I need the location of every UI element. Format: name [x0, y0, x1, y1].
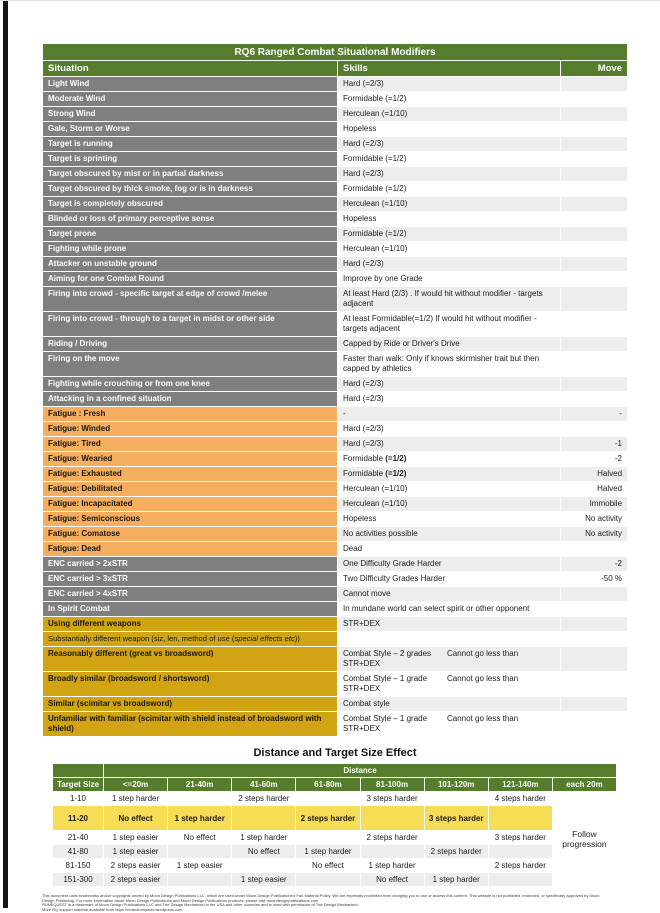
situation-cell: Aiming for one Combat Round — [43, 272, 337, 286]
situation-cell: Moderate Wind — [43, 92, 337, 106]
skills-cell: Herculean (=1/10) — [338, 482, 560, 496]
move-cell: -2 — [561, 452, 627, 466]
skills-text-bold: (=1/2) — [385, 469, 407, 478]
situation-cell: Unfamiliar with familiar (scimitar with shield instead of broadsword with shield) — [43, 712, 337, 736]
skills-cell: Improve by one Grade — [338, 272, 560, 286]
skills-cell: Hard (=2/3) — [338, 392, 560, 406]
distance-effect-cell: 1 step harder — [104, 792, 167, 805]
move-cell — [561, 227, 627, 241]
table-row — [43, 392, 627, 406]
move-cell — [561, 92, 627, 106]
situation-cell: Riding / Driving — [43, 337, 337, 351]
table-row — [43, 602, 627, 616]
situation-text-italic: special effects etc — [234, 634, 295, 643]
distance-row — [53, 859, 616, 872]
target-size-cell: 21-40 — [53, 831, 103, 844]
move-cell: -2 — [561, 557, 627, 571]
table-title: RQ6 Ranged Combat Situational Modifiers — [43, 44, 627, 60]
table-row — [43, 632, 627, 646]
skills-cell: No activities possible — [338, 527, 560, 541]
table-row — [43, 352, 627, 376]
legal-footer-line: RUNEQUEST is a trademark of Moon Design Publications LLC and The Design Mechanism in the USA and other countries and is used with permission of The Design Mechanism. — [42, 903, 359, 908]
distance-effect-cell — [296, 831, 359, 844]
skills-cell: In mundane world can select spirit or other opponent — [338, 602, 560, 616]
table-row — [43, 287, 627, 311]
move-cell — [561, 312, 627, 336]
skills-cell: - — [338, 407, 560, 421]
skills-cell: Herculean (=1/10) — [338, 497, 560, 511]
distance-column-header-row — [53, 778, 616, 791]
distance-effect-cell: 2 steps harder — [361, 831, 424, 844]
situation-cell: Light Wind — [43, 77, 337, 91]
skills-text-bold: (=1/2) — [385, 454, 407, 463]
move-cell: No activity — [561, 527, 627, 541]
table-row — [43, 77, 627, 91]
distance-effect-cell: 2 steps harder — [296, 806, 359, 830]
skills-cell: Herculean (=1/10) — [338, 242, 560, 256]
skills-cell: Combat style — [338, 697, 560, 711]
table-row — [43, 137, 627, 151]
distance-row — [53, 831, 616, 844]
page-edge — [3, 1, 8, 908]
distance-effect-cell: No effect — [296, 859, 359, 872]
skills-cell: Hard (=2/3) — [338, 257, 560, 271]
situation-cell: Fatigue : Fresh — [43, 407, 337, 421]
move-cell — [561, 647, 627, 671]
policy-link[interactable]: moondesignpublications.com — [266, 898, 319, 903]
table-row — [43, 572, 627, 586]
skills-cell: Formidable (=1/2) — [338, 227, 560, 241]
distance-effect-cell: 1 step harder — [425, 873, 488, 886]
distance-table — [52, 763, 617, 887]
move-cell — [561, 672, 627, 696]
move-cell: -1 — [561, 437, 627, 451]
table-row — [43, 482, 627, 496]
skills-cap-text: Cannot go less than STR+DEX — [343, 649, 519, 668]
skills-cell: Formidable (=1/2) — [338, 182, 560, 196]
skills-cell: Herculean (=1/10) — [338, 197, 560, 211]
distance-effect-cell — [168, 792, 231, 805]
skills-cell: Hard (=2/3) — [338, 137, 560, 151]
situation-cell: Fatigue: Incapacitated — [43, 497, 337, 511]
skills-cell: Cannot move — [338, 587, 560, 601]
move-cell — [561, 272, 627, 286]
modifiers-table-body — [43, 77, 627, 736]
situation-cell: Reasonably different (great vs broadsword) — [43, 647, 337, 671]
target-size-cell: 41-80 — [53, 845, 103, 858]
skills-text: Formidable — [343, 454, 386, 463]
situation-cell: Attacking in a confined situation — [43, 392, 337, 406]
distance-effect-cell: 1 step harder — [232, 831, 295, 844]
table-row — [43, 587, 627, 601]
move-cell — [561, 122, 627, 136]
legal-footer-text: Design Publishing. For more information about Moon Design Publications and Moon Design Publications products, please visit — [42, 898, 267, 903]
skills-cell — [338, 712, 560, 736]
document-page — [42, 43, 628, 913]
move-cell — [561, 422, 627, 436]
skills-cell: Formidable (=1/2) — [338, 152, 560, 166]
skills-cell: Formidable (=1/2) — [338, 92, 560, 106]
distance-effect-cell — [425, 831, 488, 844]
move-cell — [561, 107, 627, 121]
legal-footer — [42, 894, 628, 913]
table-title-row — [43, 44, 627, 60]
table-row — [43, 497, 627, 511]
situation-cell: Target is running — [43, 137, 337, 151]
distance-effect-cell — [296, 873, 359, 886]
situation-cell: Firing into crowd - through to a target in midst or other side — [43, 312, 337, 336]
skills-cap-text: Cannot go less than STR+DEX — [343, 674, 519, 693]
distance-effect-cell: No effect — [168, 831, 231, 844]
move-cell: - — [561, 407, 627, 421]
distance-effect-cell: 1 step easier — [104, 831, 167, 844]
table-row — [43, 227, 627, 241]
situation-cell: Fighting while prone — [43, 242, 337, 256]
col-header-situation: Situation — [43, 61, 337, 76]
skills-grade-text: Combat Style – 2 grades — [343, 649, 432, 658]
target-size-cell: 151-300 — [53, 873, 103, 886]
situation-text: Substantially different weapon (siz, len, method of use ( — [48, 634, 235, 643]
col-header-distance-band: 21-40m — [168, 778, 231, 791]
distance-row — [53, 873, 616, 886]
distance-effect-cell: 1 step easier — [232, 873, 295, 886]
distance-group-header-row — [53, 764, 616, 777]
move-cell — [561, 212, 627, 226]
table-row — [43, 647, 627, 671]
distance-effect-cell: 2 steps harder — [232, 792, 295, 805]
move-cell — [561, 712, 627, 736]
distance-effect-cell — [168, 873, 231, 886]
distance-effect-cell: No effect — [361, 873, 424, 886]
col-header-distance-band: 121-140m — [489, 778, 552, 791]
distance-effect-cell: 1 step easier — [104, 845, 167, 858]
move-cell — [561, 77, 627, 91]
col-header-distance-band: 61-80m — [296, 778, 359, 791]
skills-cell: At least Formidable(=1/2) If would hit without modifier - targets adjacent — [338, 312, 560, 336]
col-header-distance-band: 101-120m — [425, 778, 488, 791]
move-cell — [561, 337, 627, 351]
situation-cell: Firing into crowd - specific target at edge of crowd /melee — [43, 287, 337, 311]
skills-cell — [338, 467, 560, 481]
move-cell — [561, 167, 627, 181]
skills-cell: Dead — [338, 542, 560, 556]
move-cell — [561, 182, 627, 196]
table-row — [43, 272, 627, 286]
distance-row — [53, 806, 616, 830]
distance-row — [53, 792, 616, 805]
skills-cell: Hopeless — [338, 212, 560, 226]
distance-effect-cell: 1 step easier — [168, 859, 231, 872]
distance-effect-cell — [361, 806, 424, 830]
move-cell: Immobile — [561, 497, 627, 511]
distance-effect-cell: 3 steps harder — [489, 831, 552, 844]
situation-cell: Similar (scimitar vs broadsword) — [43, 697, 337, 711]
table-row — [43, 512, 627, 526]
distance-effect-cell — [425, 792, 488, 805]
situation-cell: Fatigue: Winded — [43, 422, 337, 436]
situation-cell: Fatigue: Dead — [43, 542, 337, 556]
table-row — [43, 242, 627, 256]
distance-effect-cell — [489, 873, 552, 886]
skills-cell: Faster than walk: Only if knows skirmisher trait but then capped by athletics — [338, 352, 560, 376]
skills-cell: At least Hard (2/3) . If would hit without modifier - targets adjacent — [338, 287, 560, 311]
situation-cell — [43, 632, 337, 646]
target-size-cell: 1-10 — [53, 792, 103, 805]
skills-cell: Hard (=2/3) — [338, 422, 560, 436]
move-cell — [561, 587, 627, 601]
skills-cell: Hard (=2/3) — [338, 167, 560, 181]
legal-footer-line: More RQ support material available from https://notesfrompavis.wordpress.com — [42, 908, 183, 913]
distance-effect-cell — [425, 859, 488, 872]
situation-cell: Target obscured by mist or in partial darkness — [43, 167, 337, 181]
move-cell — [561, 257, 627, 271]
distance-table-body — [53, 792, 616, 886]
table-row — [43, 212, 627, 226]
distance-effect-cell: 2 steps harder — [425, 845, 488, 858]
situation-cell: Target obscured by thick smoke, fog or is in darkness — [43, 182, 337, 196]
situation-cell: Target is sprinting — [43, 152, 337, 166]
column-header-row — [43, 61, 627, 76]
table-row — [43, 672, 627, 696]
move-cell — [561, 602, 627, 616]
table-row — [43, 542, 627, 556]
move-cell — [561, 242, 627, 256]
col-header-distance-band: 81-100m — [361, 778, 424, 791]
distance-table-title: Distance and Target Size Effect — [253, 747, 417, 759]
situation-cell: Attacker on unstable ground — [43, 257, 337, 271]
distance-effect-cell — [489, 806, 552, 830]
distance-effect-cell: 1 step harder — [361, 859, 424, 872]
modifiers-table — [42, 43, 628, 737]
table-row — [43, 152, 627, 166]
distance-effect-cell: 2 steps easier — [104, 859, 167, 872]
skills-cell — [338, 632, 560, 646]
situation-cell: ENC carried > 2xSTR — [43, 557, 337, 571]
skills-cell: Hard (=2/3) — [338, 437, 560, 451]
distance-effect-cell — [296, 792, 359, 805]
move-cell — [561, 137, 627, 151]
distance-effect-cell: 2 steps easier — [104, 873, 167, 886]
move-cell: Halved — [561, 467, 627, 481]
table-row — [43, 467, 627, 481]
move-cell — [561, 392, 627, 406]
situation-cell: In Spirit Combat — [43, 602, 337, 616]
situation-cell: Broadly similar (broadsword / shortsword) — [43, 672, 337, 696]
situation-cell: Fatigue: Exhausted — [43, 467, 337, 481]
move-cell — [561, 352, 627, 376]
distance-effect-cell: 4 steps harder — [489, 792, 552, 805]
situation-cell: Firing on the move — [43, 352, 337, 376]
distance-effect-cell: 1 step harder — [168, 806, 231, 830]
follow-progression-cell: Follow progression — [553, 792, 616, 886]
skills-cell: Hard (=2/3) — [338, 377, 560, 391]
distance-effect-cell: 1 step harder — [296, 845, 359, 858]
skills-cell — [338, 647, 560, 671]
table-row — [43, 697, 627, 711]
situation-cell: Fatigue: Debilitated — [43, 482, 337, 496]
distance-effect-cell — [168, 845, 231, 858]
move-cell: No activity — [561, 512, 627, 526]
situation-cell: Fatigue: Wearied — [43, 452, 337, 466]
skills-grade-text: Combat Style – 1 grade — [343, 714, 428, 723]
col-header-target-size: Target Size — [53, 778, 103, 791]
distance-effect-cell — [232, 806, 295, 830]
table-row — [43, 182, 627, 196]
move-cell — [561, 617, 627, 631]
skills-cell: STR+DEX — [338, 617, 560, 631]
legal-footer-line: This document uses trademarks and/or copyrights owned by Moon Design Publications LLC, which are used under Moon Design Publications's Fan Material Policy. We are expressly prohibited from charging you to use or access this content. This website is not published, endorsed, or specifically approved by Moon — [42, 894, 600, 898]
distance-effect-cell — [361, 845, 424, 858]
distance-effect-cell: No effect — [104, 806, 167, 830]
skills-cell: Hard (=2/3) — [338, 77, 560, 91]
table-row — [43, 107, 627, 121]
table-row — [43, 712, 627, 736]
situation-cell: ENC carried > 3xSTR — [43, 572, 337, 586]
move-cell — [561, 542, 627, 556]
table-row — [43, 452, 627, 466]
skills-cell: Hopeless — [338, 122, 560, 136]
col-header-distance-band: each 20m — [553, 778, 616, 791]
target-size-cell: 11-20 — [53, 806, 103, 830]
distance-effect-cell: 3 steps harder — [361, 792, 424, 805]
skills-cell: Hopeless — [338, 512, 560, 526]
table-row — [43, 197, 627, 211]
situation-text: )) — [294, 634, 300, 643]
situation-cell: ENC carried > 4xSTR — [43, 587, 337, 601]
situation-cell: Target is completely obscured — [43, 197, 337, 211]
table-row — [43, 407, 627, 421]
table-row — [43, 337, 627, 351]
situation-cell: Using different weapons — [43, 617, 337, 631]
distance-effect-cell: No effect — [232, 845, 295, 858]
table-row — [43, 617, 627, 631]
target-size-cell: 81-150 — [53, 859, 103, 872]
situation-cell: Fatigue: Comatose — [43, 527, 337, 541]
distance-effect-cell — [232, 859, 295, 872]
move-cell — [561, 287, 627, 311]
corner-cell — [53, 764, 103, 777]
move-cell — [561, 152, 627, 166]
skills-cell — [338, 452, 560, 466]
skills-cell: Two Difficulty Grades Harder — [338, 572, 560, 586]
col-header-distance-band: 41-60m — [232, 778, 295, 791]
skills-cell: Capped by Ride or Driver's Drive — [338, 337, 560, 351]
situation-cell: Target prone — [43, 227, 337, 241]
skills-cell — [338, 672, 560, 696]
col-header-skills: Skills — [338, 61, 560, 76]
distance-group-header: Distance — [104, 764, 616, 777]
col-header-move: Move — [561, 61, 627, 76]
move-cell — [561, 377, 627, 391]
situation-cell: Blinded or loss of primary perceptive sense — [43, 212, 337, 226]
skills-cell: Herculean (=1/10) — [338, 107, 560, 121]
distance-effect-cell: 2 steps harder — [489, 859, 552, 872]
table-row — [43, 527, 627, 541]
situation-cell: Fatigue: Tired — [43, 437, 337, 451]
move-cell: Halved — [561, 482, 627, 496]
distance-effect-cell: 3 steps harder — [425, 806, 488, 830]
situation-cell: Fatigue: Semiconscious — [43, 512, 337, 526]
move-cell — [561, 197, 627, 211]
skills-cap-text: Cannot go less than STR+DEX — [343, 714, 519, 733]
col-header-distance-band: <=20m — [104, 778, 167, 791]
skills-cell: One Difficulty Grade Harder — [338, 557, 560, 571]
situation-cell: Fighting while crouching or from one knee — [43, 377, 337, 391]
distance-effect-cell — [489, 845, 552, 858]
table-row — [43, 312, 627, 336]
skills-text: Formidable — [343, 469, 386, 478]
table-row — [43, 122, 627, 136]
move-cell — [561, 632, 627, 646]
table-row — [43, 422, 627, 436]
table-row — [43, 377, 627, 391]
table-row — [43, 92, 627, 106]
distance-row — [53, 845, 616, 858]
skills-grade-text: Combat Style – 1 grade — [343, 674, 428, 683]
table-row — [43, 257, 627, 271]
move-cell: -50 % — [561, 572, 627, 586]
situation-cell: Gale, Storm or Worse — [43, 122, 337, 136]
table-row — [43, 437, 627, 451]
table-row — [43, 167, 627, 181]
table-row — [43, 557, 627, 571]
situation-cell: Strong Wind — [43, 107, 337, 121]
move-cell — [561, 697, 627, 711]
